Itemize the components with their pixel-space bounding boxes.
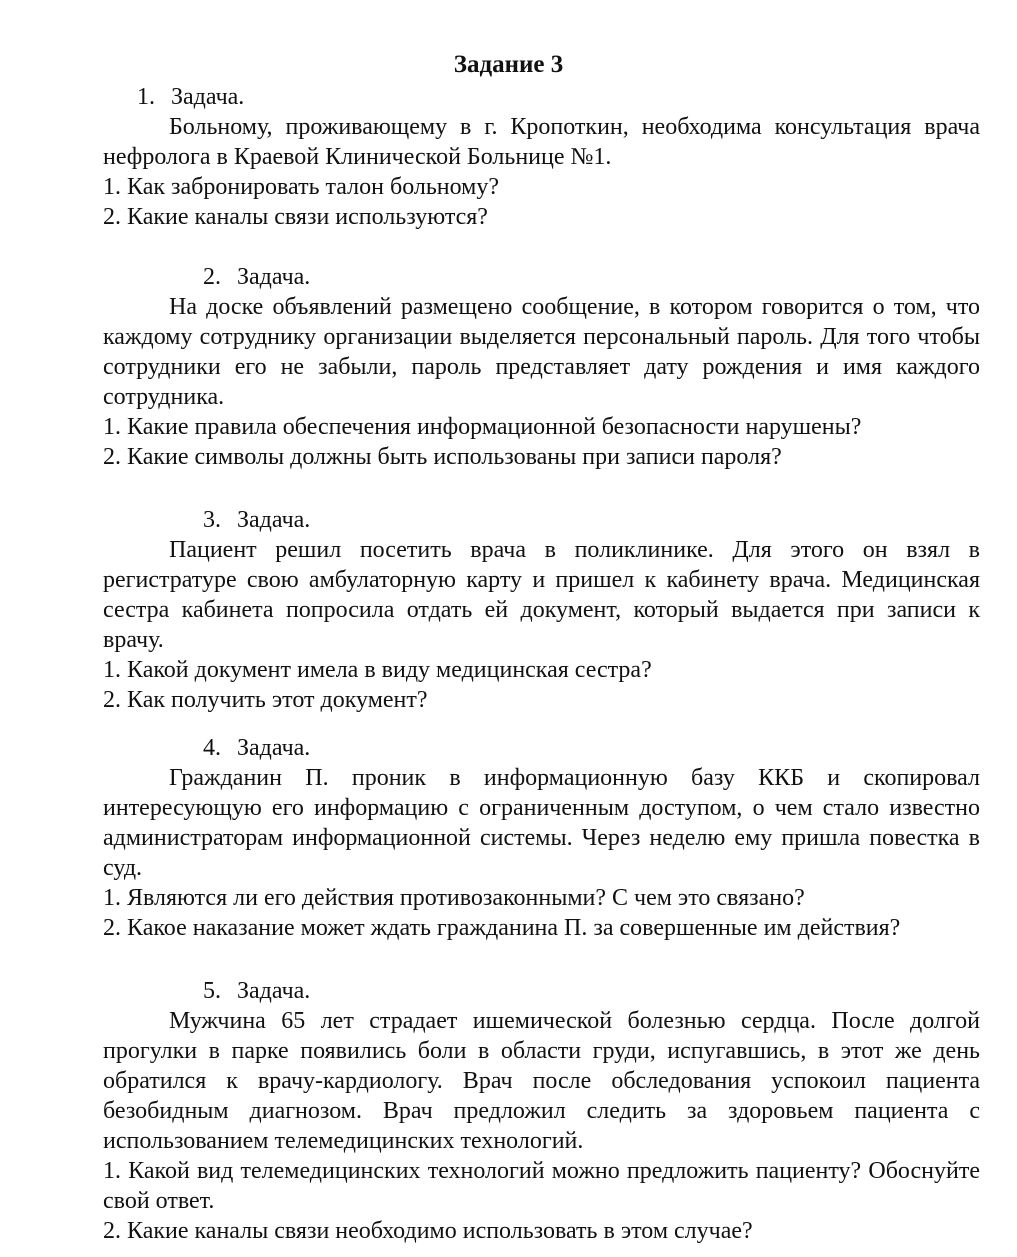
task-label: Задача. xyxy=(237,978,311,1004)
task-question: 1. Как забронировать талон больному? xyxy=(103,174,500,200)
task-3 xyxy=(103,505,980,715)
task-question: 2. Как получить этот документ? xyxy=(103,687,428,713)
task-2 xyxy=(103,262,980,472)
task-question: 2. Какие каналы связи необходимо использовать в этом случае? xyxy=(103,1218,753,1244)
task-heading xyxy=(103,733,980,763)
task-question: 1. Какие правила обеспечения информационной безопасности нарушены? xyxy=(103,414,862,440)
task-text: Пациент решил посетить врача в поликлинике. Для этого он взял в регистратуре свою амбулаторную карту и пришел к кабинету врача. Медицинская сестра кабинета попросила отдать ей документ, который выдается при записи к врачу. xyxy=(103,537,980,653)
task-question: 2. Какие символы должны быть использованы при записи пароля? xyxy=(103,444,782,470)
task-number: 5. xyxy=(203,978,221,1004)
task-question: 2. Какие каналы связи используются? xyxy=(103,204,488,230)
task-number: 4. xyxy=(203,735,221,761)
task-number: 1. xyxy=(137,84,155,110)
task-number: 3. xyxy=(203,507,221,533)
task-5 xyxy=(103,976,980,1246)
task-heading xyxy=(103,505,980,535)
task-question: 2. Какое наказание может ждать гражданина П. за совершенные им действия? xyxy=(103,915,901,941)
task-question: 1. Какой вид телемедицинских технологий можно предложить пациенту? Обоснуйте свой ответ. xyxy=(103,1158,980,1214)
task-number: 2. xyxy=(203,264,221,290)
task-text: Мужчина 65 лет страдает ишемической болезнью сердца. После долгой прогулки в парке появились боли в области груди, испугавшись, в этот же день обратился к врачу-кардиологу. Врач после обследования успокоил пациента безобидным диагнозом. Врач предложил следить за здоровьем пациента с использованием телемедицинских технологий. xyxy=(103,1008,980,1154)
task-text: На доске объявлений размещено сообщение, в котором говорится о том, что каждому сотруднику организации выделяется персональный пароль. Для того чтобы сотрудники его не забыли, пароль представляет дату рождения и имя каждого сотрудника. xyxy=(103,294,980,410)
task-label: Задача. xyxy=(237,264,311,290)
task-question: 1. Какой документ имела в виду медицинская сестра? xyxy=(103,657,652,683)
task-heading xyxy=(103,82,980,112)
task-1 xyxy=(103,82,980,232)
task-heading xyxy=(103,976,980,1006)
task-label: Задача. xyxy=(237,735,311,761)
task-question: 1. Являются ли его действия противозаконными? С чем это связано? xyxy=(103,885,805,911)
task-4 xyxy=(103,733,980,943)
document-title: Задание 3 xyxy=(453,51,564,78)
task-heading xyxy=(103,262,980,292)
task-text: Гражданин П. проник в информационную базу ККБ и скопировал интересующую его информацию с ограниченным доступом, о чем стало известно администраторам информационной системы. Через неделю ему пришла повестка в суд. xyxy=(103,765,980,881)
task-text: Больному, проживающему в г. Кропоткин, необходима консультация врача нефролога в Краевой Клинической Больнице №1. xyxy=(103,114,980,170)
task-label: Задача. xyxy=(237,507,311,533)
task-label: Задача. xyxy=(171,84,245,110)
